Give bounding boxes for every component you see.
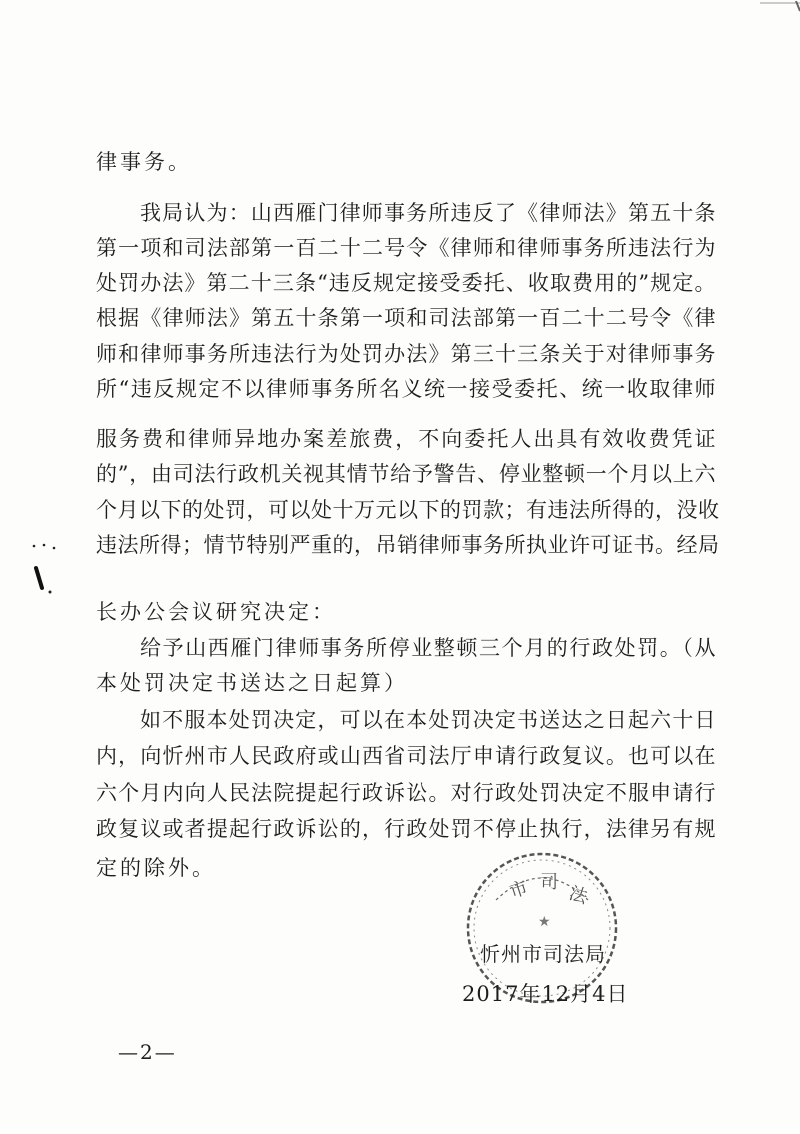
appeal-line-2: 内，向忻州市人民政府或山西省司法厅申请行政复议。也可以在 (96, 744, 716, 768)
issuing-organization: 忻州市司法局 (480, 942, 606, 966)
body-line-10: 个月以下的处罚，可以处十万元以下的罚款；有违法所得的，没收 (96, 498, 720, 522)
body-line-4: 处罚办法》第二十三条“违反规定接受委托、收取费用的”规定。 (96, 271, 716, 295)
svg-text:法: 法 (566, 882, 591, 909)
body-line-3: 第一项和司法部第一百二十二号令《律师和律师事务所违法行为 (96, 236, 716, 260)
appeal-line-5: 定的除外。 (96, 856, 216, 880)
body-line-6: 师和律师事务所违法行为处罚办法》第三十三条关于对律师事务 (96, 342, 716, 366)
scan-specks (28, 538, 68, 608)
body-line-7: 所“违反规定不以律师事务所名义统一接受委托、统一收取律师 (96, 377, 716, 401)
decision-line-1: 给予山西雁门律师事务所停业整顿三个月的行政处罚。（从 (140, 636, 716, 660)
body-line-9: 的”，由司法行政机关视其情节给予警告、停业整顿一个月以上六 (96, 462, 716, 486)
svg-text:市: 市 (507, 877, 531, 903)
issue-date: 2017年12月4日 (462, 982, 629, 1006)
appeal-line-4: 政复议或者提起行政诉讼的，行政处罚不停止执行，法律另有规 (96, 817, 716, 841)
svg-text:司: 司 (540, 872, 558, 893)
body-line-5: 根据《律师法》第五十条第一项和司法部第一百二十二号令《律 (96, 306, 716, 330)
body-line-11: 违法所得；情节特别严重的，吊销律师事务所执业许可证书。经局 (96, 533, 720, 557)
scan-edge-mark (760, 0, 800, 14)
body-line-2: 我局认为：山西雁门律师事务所违反了《律师法》第五十条 (140, 201, 716, 225)
decision-line-2: 本处罚决定书送达之日起算） (96, 671, 408, 695)
body-line-1: 律事务。 (96, 150, 192, 174)
appeal-line-1: 如不服本处罚决定，可以在本处罚决定书送达之日起六十日 (140, 708, 716, 732)
body-line-8: 服务费和律师异地办案差旅费，不向委托人出具有效收费凭证 (96, 427, 716, 451)
page-number: —2— (118, 1040, 177, 1064)
svg-text:★: ★ (538, 914, 551, 930)
body-line-12: 长办公会议研究决定： (96, 600, 336, 624)
appeal-line-3: 六个月内向人民法院提起行政诉讼。对行政处罚决定不服申请行 (96, 781, 716, 805)
